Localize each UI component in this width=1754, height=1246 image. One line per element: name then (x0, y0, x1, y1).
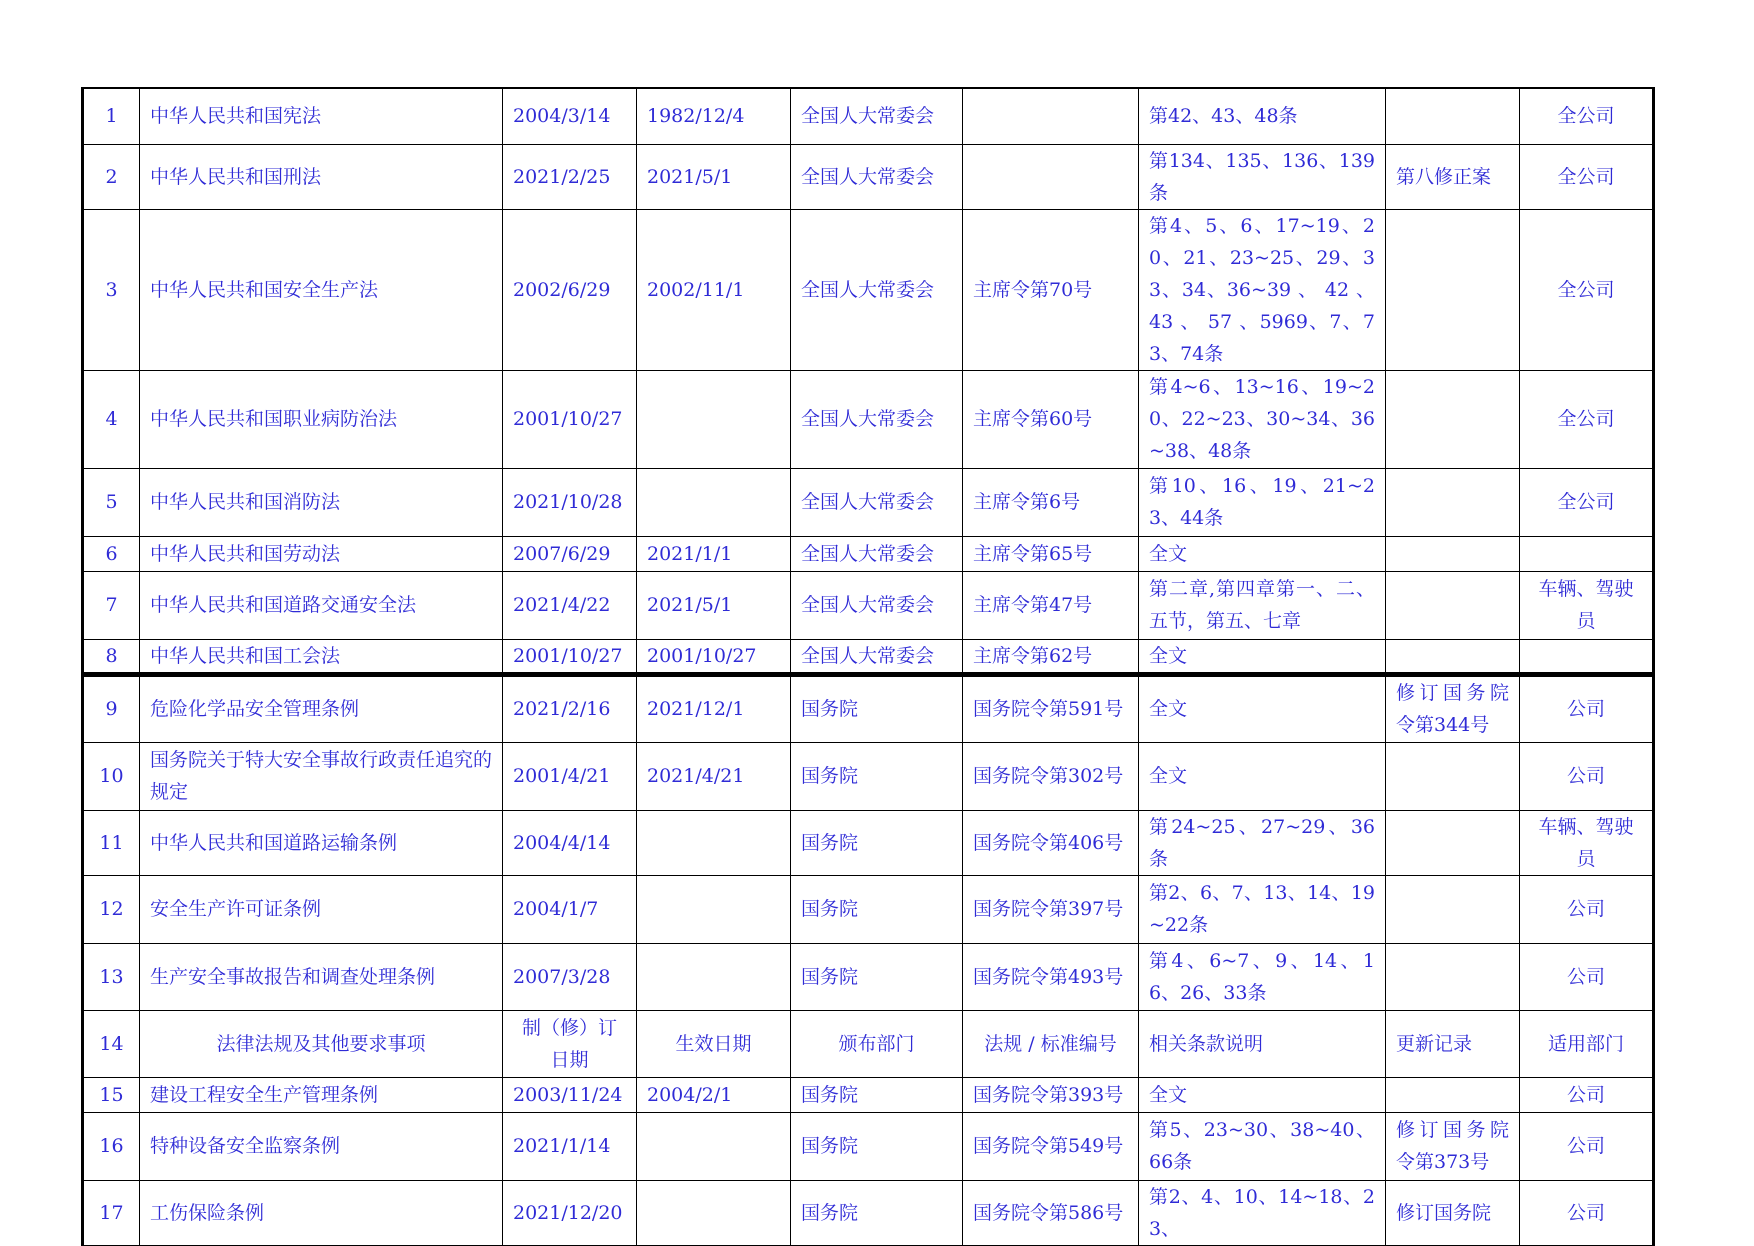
revision-date: 2021/12/20 (503, 1180, 637, 1245)
update-record (1386, 88, 1520, 144)
revision-date: 2001/10/27 (503, 639, 637, 674)
effective-date: 2021/5/1 (637, 571, 791, 639)
applicable-department: 公司 (1520, 674, 1654, 742)
applicable-department: 公司 (1520, 1112, 1654, 1180)
related-clauses: 第134、135、136、139条 (1139, 144, 1386, 209)
regulation-number (963, 144, 1139, 209)
revision-date: 制（修）订日期 (503, 1010, 637, 1077)
regulation-name: 中华人民共和国消防法 (140, 468, 503, 536)
update-record: 修订国务院令第373号 (1386, 1112, 1520, 1180)
revision-date: 2021/2/25 (503, 144, 637, 209)
issuing-authority: 国务院 (791, 943, 963, 1010)
applicable-department: 公司 (1520, 742, 1654, 810)
applicable-department: 车辆、驾驶员 (1520, 810, 1654, 875)
regulation-number: 主席令第70号 (963, 209, 1139, 370)
effective-date: 1982/12/4 (637, 88, 791, 144)
related-clauses: 第42、43、48条 (1139, 88, 1386, 144)
revision-date: 2001/4/21 (503, 742, 637, 810)
update-record (1386, 1077, 1520, 1112)
issuing-authority: 国务院 (791, 1077, 963, 1112)
related-clauses: 全文 (1139, 536, 1386, 571)
row-number: 2 (83, 144, 140, 209)
applicable-department: 公司 (1520, 943, 1654, 1010)
regulation-name: 法律法规及其他要求事项 (140, 1010, 503, 1077)
regulation-number: 国务院令第397号 (963, 875, 1139, 943)
regulation-number: 国务院令第406号 (963, 810, 1139, 875)
effective-date (637, 875, 791, 943)
related-clauses: 全文 (1139, 674, 1386, 742)
related-clauses: 第2、6、7、13、14、19~22条 (1139, 875, 1386, 943)
regulation-number: 主席令第60号 (963, 370, 1139, 468)
effective-date: 2021/12/1 (637, 674, 791, 742)
issuing-authority: 国务院 (791, 875, 963, 943)
regulation-number: 国务院令第591号 (963, 674, 1139, 742)
table-row (83, 810, 1654, 875)
regulation-name: 中华人民共和国职业病防治法 (140, 370, 503, 468)
effective-date (637, 1112, 791, 1180)
applicable-department: 公司 (1520, 1077, 1654, 1112)
update-record (1386, 875, 1520, 943)
related-clauses: 第24~25、27~29、36条 (1139, 810, 1386, 875)
issuing-authority: 国务院 (791, 1180, 963, 1245)
regulation-name: 安全生产许可证条例 (140, 875, 503, 943)
related-clauses: 全文 (1139, 1077, 1386, 1112)
related-clauses: 全文 (1139, 639, 1386, 674)
effective-date (637, 1180, 791, 1245)
table-row (83, 209, 1654, 370)
table-row (83, 674, 1654, 742)
revision-date: 2002/6/29 (503, 209, 637, 370)
issuing-authority: 全国人大常委会 (791, 370, 963, 468)
related-clauses: 第二章,第四章第一、二、五节，第五、七章 (1139, 571, 1386, 639)
revision-date: 2003/11/24 (503, 1077, 637, 1112)
regulation-name: 生产安全事故报告和调查处理条例 (140, 943, 503, 1010)
update-record: 修订国务院令第344号 (1386, 674, 1520, 742)
regulation-number: 主席令第65号 (963, 536, 1139, 571)
effective-date: 2002/11/1 (637, 209, 791, 370)
revision-date: 2021/4/22 (503, 571, 637, 639)
effective-date (637, 810, 791, 875)
regulation-number: 主席令第47号 (963, 571, 1139, 639)
regulation-name: 建设工程安全生产管理条例 (140, 1077, 503, 1112)
issuing-authority: 国务院 (791, 674, 963, 742)
update-record: 修订国务院 (1386, 1180, 1520, 1245)
update-record (1386, 468, 1520, 536)
applicable-department: 全公司 (1520, 370, 1654, 468)
related-clauses: 第4~6、13~16、19~20、22~23、30~34、36~38、48条 (1139, 370, 1386, 468)
table-row (83, 571, 1654, 639)
applicable-department: 适用部门 (1520, 1010, 1654, 1077)
regulation-number: 国务院令第549号 (963, 1112, 1139, 1180)
revision-date: 2007/3/28 (503, 943, 637, 1010)
regulation-number (963, 88, 1139, 144)
regulation-number: 国务院令第302号 (963, 742, 1139, 810)
table-row (83, 1010, 1654, 1077)
update-record: 更新记录 (1386, 1010, 1520, 1077)
revision-date: 2021/10/28 (503, 468, 637, 536)
regulation-number: 主席令第62号 (963, 639, 1139, 674)
issuing-authority: 国务院 (791, 1112, 963, 1180)
related-clauses: 第4、6~7、9、14、16、26、33条 (1139, 943, 1386, 1010)
update-record (1386, 571, 1520, 639)
regulation-name: 国务院关于特大安全事故行政责任追究的规定 (140, 742, 503, 810)
row-number: 7 (83, 571, 140, 639)
effective-date (637, 468, 791, 536)
regulation-name: 中华人民共和国宪法 (140, 88, 503, 144)
issuing-authority: 国务院 (791, 742, 963, 810)
applicable-department: 公司 (1520, 1180, 1654, 1245)
regulation-name: 中华人民共和国道路交通安全法 (140, 571, 503, 639)
issuing-authority: 全国人大常委会 (791, 144, 963, 209)
effective-date: 2001/10/27 (637, 639, 791, 674)
applicable-department: 全公司 (1520, 88, 1654, 144)
regulation-number: 主席令第6号 (963, 468, 1139, 536)
table-row (83, 468, 1654, 536)
revision-date: 2004/1/7 (503, 875, 637, 943)
row-number: 5 (83, 468, 140, 536)
row-number: 12 (83, 875, 140, 943)
row-number: 13 (83, 943, 140, 1010)
update-record (1386, 209, 1520, 370)
table-row (83, 1180, 1654, 1245)
update-record (1386, 943, 1520, 1010)
applicable-department: 全公司 (1520, 144, 1654, 209)
row-number: 8 (83, 639, 140, 674)
update-record (1386, 370, 1520, 468)
update-record: 第八修正案 (1386, 144, 1520, 209)
related-clauses: 第4、5、6、17~19、20、21、23~25、29、33、34、36~39 、 42 、 43 、 57 、5969、7、73、74条 (1139, 209, 1386, 370)
related-clauses: 第10、16、19、21~23、44条 (1139, 468, 1386, 536)
row-number: 4 (83, 370, 140, 468)
table-row (83, 370, 1654, 468)
regulation-name: 特种设备安全监察条例 (140, 1112, 503, 1180)
regulation-name: 中华人民共和国安全生产法 (140, 209, 503, 370)
issuing-authority: 全国人大常委会 (791, 468, 963, 536)
regulations-table (81, 87, 1655, 1246)
related-clauses: 第2、4、10、14~18、23、 (1139, 1180, 1386, 1245)
regulation-number: 国务院令第493号 (963, 943, 1139, 1010)
table-row (83, 88, 1654, 144)
issuing-authority: 颁布部门 (791, 1010, 963, 1077)
table-row (83, 144, 1654, 209)
row-number: 1 (83, 88, 140, 144)
effective-date: 2021/5/1 (637, 144, 791, 209)
effective-date (637, 943, 791, 1010)
update-record (1386, 810, 1520, 875)
revision-date: 2004/3/14 (503, 88, 637, 144)
regulation-name: 中华人民共和国道路运输条例 (140, 810, 503, 875)
row-number: 16 (83, 1112, 140, 1180)
table-row (83, 1077, 1654, 1112)
effective-date: 2021/1/1 (637, 536, 791, 571)
regulation-name: 工伤保险条例 (140, 1180, 503, 1245)
effective-date: 2021/4/21 (637, 742, 791, 810)
table-row (83, 875, 1654, 943)
effective-date (637, 370, 791, 468)
applicable-department: 车辆、驾驶员 (1520, 571, 1654, 639)
row-number: 3 (83, 209, 140, 370)
issuing-authority: 全国人大常委会 (791, 536, 963, 571)
revision-date: 2007/6/29 (503, 536, 637, 571)
row-number: 17 (83, 1180, 140, 1245)
table-row (83, 1112, 1654, 1180)
applicable-department: 全公司 (1520, 209, 1654, 370)
related-clauses: 第5、23~30、38~40、66条 (1139, 1112, 1386, 1180)
row-number: 10 (83, 742, 140, 810)
effective-date: 2004/2/1 (637, 1077, 791, 1112)
applicable-department: 全公司 (1520, 468, 1654, 536)
revision-date: 2021/1/14 (503, 1112, 637, 1180)
related-clauses: 相关条款说明 (1139, 1010, 1386, 1077)
applicable-department (1520, 639, 1654, 674)
row-number: 14 (83, 1010, 140, 1077)
table-row (83, 943, 1654, 1010)
issuing-authority: 全国人大常委会 (791, 209, 963, 370)
revision-date: 2021/2/16 (503, 674, 637, 742)
update-record (1386, 639, 1520, 674)
issuing-authority: 全国人大常委会 (791, 639, 963, 674)
regulation-name: 中华人民共和国刑法 (140, 144, 503, 209)
revision-date: 2004/4/14 (503, 810, 637, 875)
update-record (1386, 742, 1520, 810)
issuing-authority: 国务院 (791, 810, 963, 875)
regulation-number: 国务院令第586号 (963, 1180, 1139, 1245)
update-record (1386, 536, 1520, 571)
issuing-authority: 全国人大常委会 (791, 571, 963, 639)
table-row (83, 639, 1654, 674)
applicable-department (1520, 536, 1654, 571)
issuing-authority: 全国人大常委会 (791, 88, 963, 144)
row-number: 11 (83, 810, 140, 875)
revision-date: 2001/10/27 (503, 370, 637, 468)
regulation-name: 危险化学品安全管理条例 (140, 674, 503, 742)
related-clauses: 全文 (1139, 742, 1386, 810)
regulation-number: 法规 / 标准编号 (963, 1010, 1139, 1077)
row-number: 6 (83, 536, 140, 571)
regulation-name: 中华人民共和国工会法 (140, 639, 503, 674)
regulation-name: 中华人民共和国劳动法 (140, 536, 503, 571)
row-number: 9 (83, 674, 140, 742)
effective-date: 生效日期 (637, 1010, 791, 1077)
row-number: 15 (83, 1077, 140, 1112)
table-row (83, 536, 1654, 571)
applicable-department: 公司 (1520, 875, 1654, 943)
regulation-number: 国务院令第393号 (963, 1077, 1139, 1112)
table-row (83, 742, 1654, 810)
